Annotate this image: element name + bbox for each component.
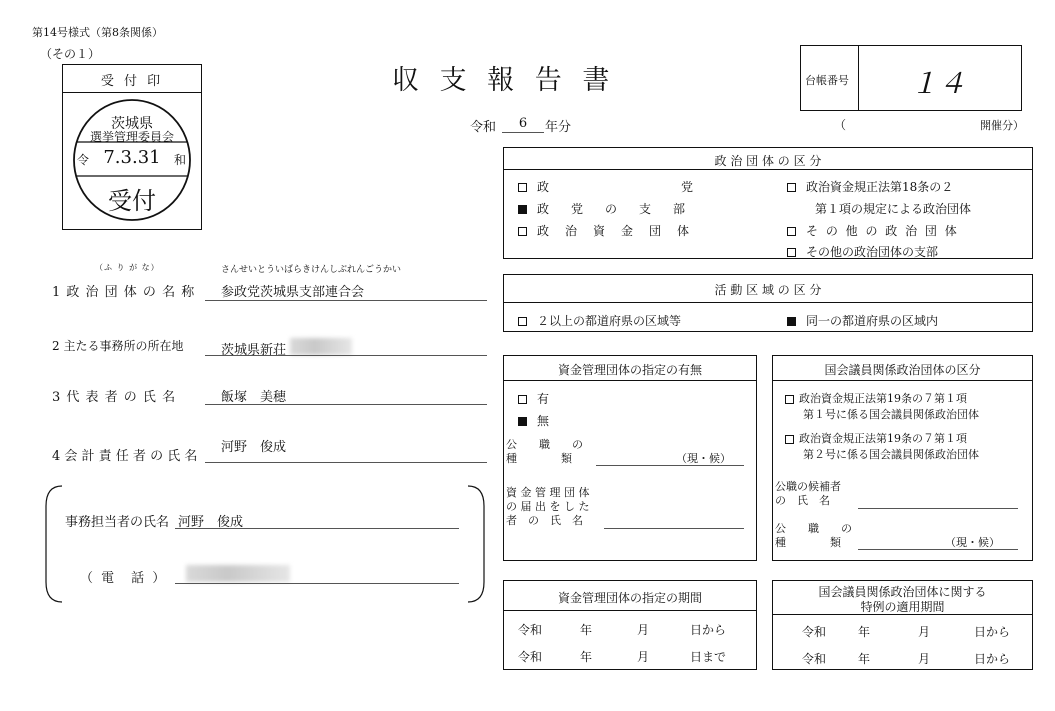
stamp-header: 受 付 印 bbox=[100, 74, 164, 89]
checkbox[interactable] bbox=[785, 395, 794, 404]
activity-option-2[interactable]: 同一の都道府県の区域内 bbox=[787, 312, 938, 329]
phone-label: （ 電 話 ） bbox=[80, 571, 168, 586]
acct-value: 河野 俊成 bbox=[221, 440, 287, 455]
register-value: １４ bbox=[910, 67, 967, 100]
year-era: 令和 bbox=[470, 120, 497, 135]
group-type-option-2[interactable]: 政 党 の 支 部 bbox=[518, 200, 690, 217]
redacted-address bbox=[290, 338, 352, 355]
group-type-option-4[interactable]: 政治資金規正法第18条の２ bbox=[787, 178, 953, 195]
group-type-header: 政 治 団 体 の 区 分 bbox=[714, 154, 822, 168]
acct-label: 4 会 計 責 任 者 の 氏 名 bbox=[52, 449, 198, 464]
checkbox[interactable] bbox=[518, 395, 527, 404]
year-value: 6 bbox=[518, 116, 528, 131]
period-header: 資金管理団体の指定の期間 bbox=[557, 591, 702, 605]
checkbox-checked[interactable] bbox=[518, 205, 527, 214]
special-header-1: 国会議員関係政治団体に関する bbox=[818, 585, 987, 599]
group-type-option-6[interactable]: その他の政治団体の支部 bbox=[787, 243, 938, 260]
checkbox[interactable] bbox=[518, 183, 527, 192]
seal-date: 7.3.31 bbox=[103, 147, 161, 168]
form-number: 第14号様式（第8条関係） bbox=[32, 26, 163, 39]
checkbox[interactable] bbox=[787, 227, 796, 236]
clerk-brackets bbox=[40, 484, 490, 606]
redacted-phone bbox=[186, 565, 290, 582]
checkbox-checked[interactable] bbox=[787, 317, 796, 326]
register-label: 台帳番号 bbox=[805, 74, 849, 87]
seal-received: 受付 bbox=[108, 187, 156, 215]
rep-value: 飯塚 美穂 bbox=[221, 390, 287, 405]
rep-label: 3 代 表 者 の 氏 名 bbox=[52, 390, 177, 405]
seal-left-char: 令 bbox=[77, 153, 90, 167]
group-type-option-3[interactable]: 政 治 資 金 団 体 bbox=[518, 222, 691, 239]
diet-office-suffix: （現・候） bbox=[945, 536, 1000, 549]
office-label: 2 主たる事務所の所在地 bbox=[52, 339, 184, 353]
group-type-option-5[interactable]: そ の 他 の 政 治 団 体 bbox=[787, 222, 959, 239]
furigana-label: （ふ り が な） bbox=[95, 263, 160, 272]
activity-area-header: 活 動 区 域 の 区 分 bbox=[714, 283, 822, 297]
checkbox[interactable] bbox=[785, 435, 794, 444]
page-title: 収 支 報 告 書 bbox=[392, 65, 616, 96]
seal-line1: 茨城県 bbox=[111, 116, 153, 132]
checkbox[interactable] bbox=[518, 317, 527, 326]
furigana-value: さんせいとういばらきけんしぶれんごうかい bbox=[221, 265, 402, 275]
checkbox[interactable] bbox=[518, 227, 527, 236]
activity-option-1[interactable]: ２以上の都道府県の区域等 bbox=[518, 312, 681, 329]
diet-header: 国会議員関係政治団体の区分 bbox=[824, 363, 981, 377]
form-part: （その１） bbox=[40, 47, 101, 61]
group-type-option-1[interactable]: 政 党 bbox=[518, 178, 693, 195]
checkbox[interactable] bbox=[787, 183, 796, 192]
checkbox[interactable] bbox=[787, 248, 796, 257]
fund-office-suffix: （現・候） bbox=[676, 452, 731, 465]
name-value: 参政党茨城県支部連合会 bbox=[221, 285, 365, 300]
name-label: 1 政 治 団 体 の 名 称 bbox=[52, 285, 196, 300]
year-suffix: 年分 bbox=[545, 120, 572, 135]
clerk-label: 事務担当者の氏名 bbox=[65, 515, 170, 530]
diet-option-1[interactable]: 政治資金規正法第19条の７第１項 bbox=[785, 390, 967, 406]
fund-no[interactable]: 無 bbox=[518, 412, 549, 429]
office-value: 茨城県新荘 bbox=[221, 343, 287, 358]
clerk-value: 河野 俊成 bbox=[178, 515, 244, 530]
checkbox-checked[interactable] bbox=[518, 417, 527, 426]
diet-option-2[interactable]: 政治資金規正法第19条の７第１項 bbox=[785, 430, 967, 446]
fund-yes[interactable]: 有 bbox=[518, 390, 549, 407]
seal-right-char: 和 bbox=[174, 153, 187, 167]
fund-mgmt-header: 資金管理団体の指定の有無 bbox=[557, 363, 702, 377]
seal-line2: 選挙管理委員会 bbox=[89, 130, 174, 144]
register-suffix: 開催分） bbox=[980, 119, 1024, 132]
special-header-2: 特例の適用期間 bbox=[860, 600, 945, 614]
